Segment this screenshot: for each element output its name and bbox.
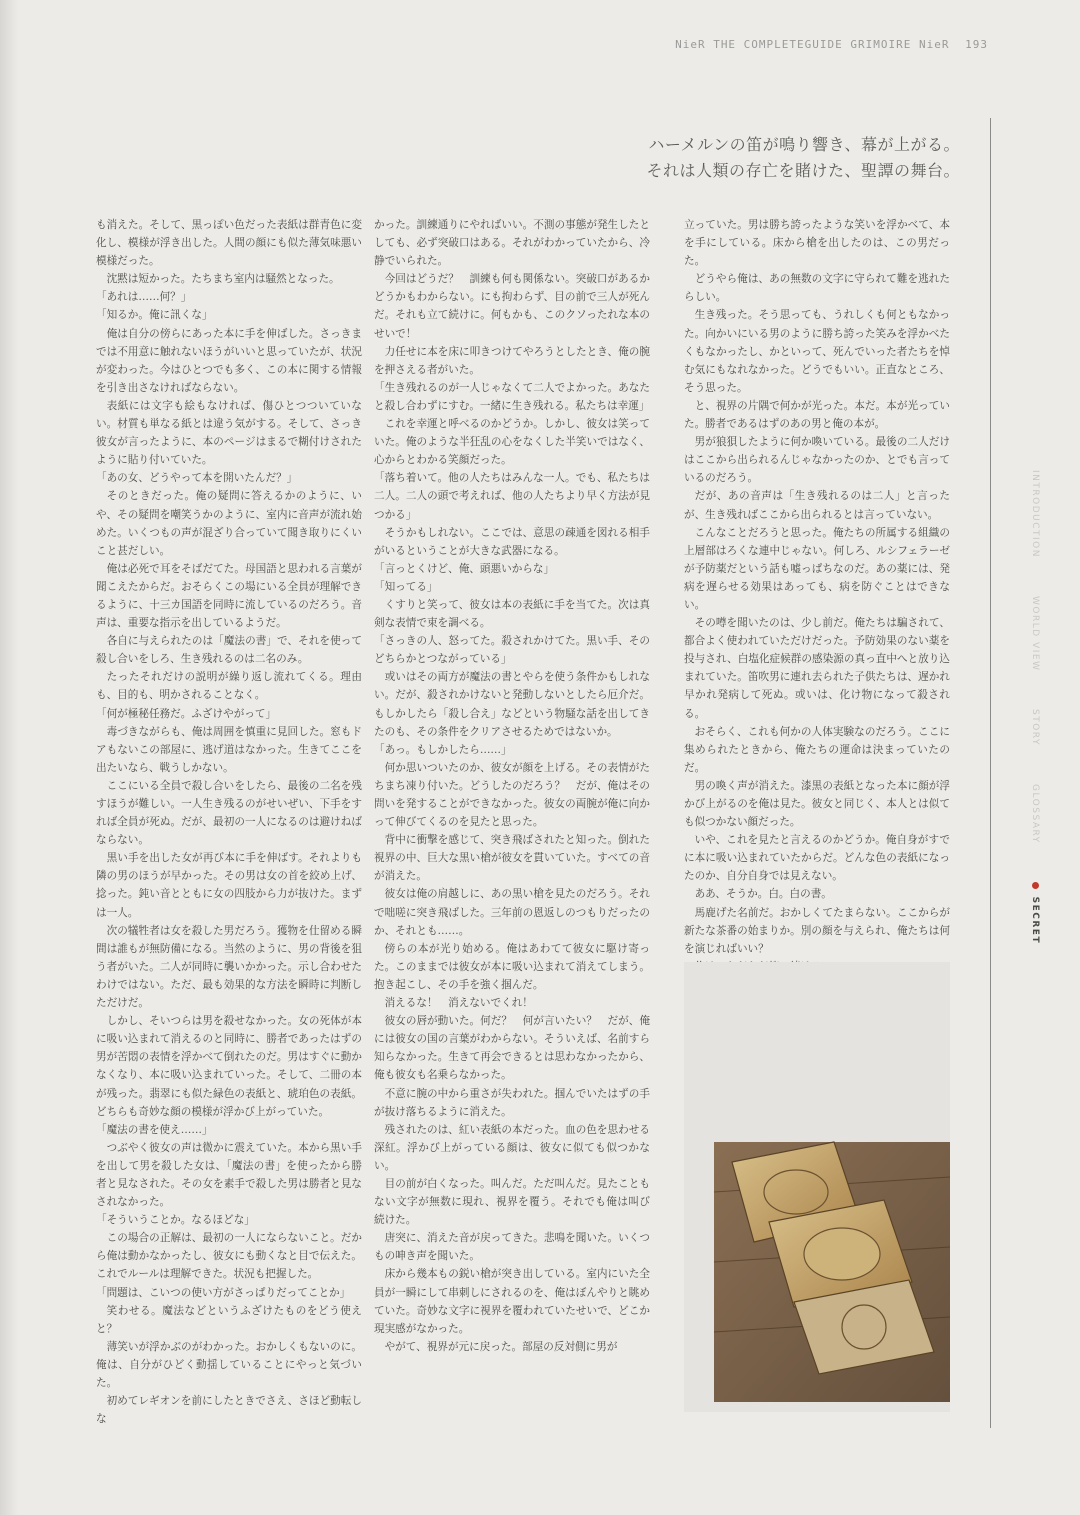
paragraph: 笑わせる。魔法などというふざけたものをどう使えと？ — [96, 1304, 362, 1335]
paragraph: 男の喚く声が消えた。漆黒の表紙となった本に顔が浮かび上がるのを俺は見た。彼女と同じく、本人とは似ても似つかない顔だった。 — [684, 779, 950, 829]
paragraph: 薄笑いが浮かぶのがわかった。おかしくもないのに。俺は、自分がひどく動揺していることにやっと気づいた。 — [96, 1340, 362, 1389]
section-tab[interactable]: INTRODUCTION — [1030, 470, 1040, 558]
paragraph: 各自に与えられたのは「魔法の書」で、それを使って殺し合いをしろ、生き残れるのは二名のみ。 — [96, 635, 362, 666]
tagline — [646, 132, 960, 184]
paragraph: 立っていた。男は勝ち誇ったような笑いを浮かべて、本を手にしている。床から槍を出したのは、この男だった。 — [684, 219, 950, 268]
paragraph: 消えるな！ 消えないでくれ！ — [384, 997, 533, 1010]
active-tab-label: SECRET — [1030, 896, 1040, 945]
paragraph: 生き残った。そう思っても、うれしくも何ともなかった。向かいにいる男のように勝ち誇った笑みを浮かべたくもなかったし、かといって、死んでいった者たちを悼む気にもなれなかった。どうでもいい。正直なところ、そう思った。 — [684, 309, 950, 394]
paragraph: 黒い手を出した女が再び本に手を伸ばす。それよりも隣の男のほうが早かった。その男は女の首を絞め上げ、捻った。鈍い音とともに女の四肢から力が抜けた。まずは一人。 — [96, 852, 362, 919]
paragraph: いや、これを見たと言えるのかどうか。俺自身がすでに本に吸い込まれていたからだ。どんな色の表紙になったのか、自分自身では見えない。 — [684, 834, 950, 883]
text-column-1 — [96, 216, 362, 1428]
paragraph: 「さっきの人、怒ってた。殺されかけてた。黒い手、そのどちらかとつながっている」 — [374, 635, 650, 666]
paragraph: と、視界の片隅で何かが光った。本だ。本が光っていた。勝者であるはずのあの男と俺の本が。 — [684, 399, 950, 431]
paragraph: 初めてレギオンを前にしたときでさえ、さほど動転しな — [96, 1395, 362, 1426]
section-tabs — [1030, 470, 1052, 982]
section-tab-active[interactable] — [1030, 882, 1040, 944]
paragraph: 俺は必死で耳をそばだてた。母国語と思われる言葉が聞こえたからだ。おそらくこの場にいる全員が理解できるように、十三カ国語を同時に流しているのだろう。音声は、重要な指示を出しているようだ。 — [96, 562, 362, 630]
paragraph: 目の前が白くなった。叫んだ。ただ叫んだ。見たこともない文字が無数に現れ、視界を覆う。それでも俺は叫び続けた。 — [374, 1177, 650, 1227]
tagline-line-1: ハーメルンの笛が鳴り響き、幕が上がる。 — [648, 135, 960, 154]
paragraph: 「言っとくけど、俺、頭悪いからな」 — [374, 562, 555, 575]
paragraph: だが、あの音声は「生き残れるのは二人」と言ったが、生き残ればここから出られるとは言っていない。 — [684, 490, 950, 521]
paragraph: 次の犠牲者は女を殺した男だろう。獲物を仕留める瞬間は誰もが無防備になる。当然のように、男の背後を狙う者がいた。二人が同時に襲いかかった。示し合わせたわけではない。ただ、最も効果的な方法を瞬時に判断しただけだ。 — [96, 924, 362, 1010]
paragraph: ああ、そうか。白。白の書。 — [694, 888, 832, 901]
paragraph: その噂を聞いたのは、少し前だ。俺たちは騙されて、都合よく使われていただけだった。予防効果のない薬を投与され、白塩化症候群の感染源の真っ直中へと放り込まれていた。笛吹男に連れ去られた子供たちは、遅かれ早かれ発病して死ぬ。或いは、化け物になって殺される。 — [684, 617, 950, 720]
paragraph: くすりと笑って、彼女は本の表紙に手を当てた。次は真剣な表情で束を調べる。 — [374, 598, 650, 630]
paragraph: 「落ち着いて。他の人たちはみんな一人。でも、私たちは二人。二人の頭で考えれば、他の人たちより早く方法が見つかる」 — [374, 472, 650, 521]
paragraph: 傍らの本が光り始める。俺はあわてて彼女に駆け寄った。このままでは彼女が本に吸い込まれて消えてしまう。抱き起こし、その手を強く掴んだ。 — [374, 942, 650, 991]
paragraph: 「魔法の書を使え……」 — [96, 1123, 213, 1136]
paragraph: 「あっ。もしかしたら……」 — [374, 743, 512, 756]
tagline-line-2: それは人類の存亡を賭けた、聖譚の舞台。 — [646, 161, 960, 180]
paragraph: こんなことだろうと思った。俺たちの所属する組織の上層部はろくな連中じゃない。何しろ、ルシフェラーゼが予防薬だという話も嘘っぱちなのだ。あの薬には、発病を遅らせる効果はあっても、病を防ぐことはできない。 — [684, 526, 950, 611]
paragraph: やがて、視界が元に戻った。部屋の反対側に男が — [384, 1340, 618, 1353]
paragraph: ここにいる全員で殺し合いをしたら、最後の二名を残すほうが難しい。一人生き残るのがせいぜい、下手をすれば全員が死ぬ。だが、最初の一人になるのは避けねばならない。 — [96, 779, 362, 847]
section-tab[interactable]: GLOSSARY — [1030, 784, 1040, 845]
paragraph: 沈黙は短かった。たちまち室内は騒然となった。 — [106, 273, 340, 286]
paragraph: 毒づきながらも、俺は周囲を慎重に見回した。窓もドアもないこの部屋に、逃げ道はなかった。生きてここを出たいなら、戦うしかない。 — [96, 725, 362, 774]
photo-panel — [684, 962, 950, 1412]
section-tab[interactable]: WORLD VIEW — [1030, 596, 1040, 672]
paragraph: 背中に衝撃を感じて、突き飛ばされたと知った。倒れた視界の中、巨大な黒い槍が彼女を貫いていた。すべての音が消えた。 — [374, 834, 650, 883]
text-column-3 — [684, 216, 950, 976]
paragraph: 俺は自分の傍らにあった本に手を伸ばした。さっきまでは不用意に触れないほうがいいと思っていたが、状況が変わった。今はひとつでも多く、この本に関する情報を引き出さなければならない。 — [96, 327, 362, 394]
paragraph: おそらく、これも何かの人体実験なのだろう。ここに集められたときから、俺たちの運命は決まっていたのだ。 — [684, 725, 950, 774]
paragraph: 今回はどうだ？ 訓練も何も関係ない。突破口があるかどうかもわからない。にも拘わらず、目の前で三人が死んだ。それも立て続けに。何もかも、このクソったれな本のせいで！ — [374, 273, 650, 340]
paragraph: 「あの女、どうやって本を開いたんだ？」 — [96, 472, 298, 485]
paragraph: 床から幾本もの鋭い槍が突き出している。室内にいた全員が一瞬にして串刺しにされるのを、俺はぼんやりと眺めていた。奇妙な文字に視界を覆われていたせいで、どこか現実感がなかった。 — [374, 1268, 650, 1335]
paragraph: たったそれだけの説明が繰り返し流れてくる。理由も、目的も、明かされることなく。 — [96, 671, 362, 702]
paragraph: そうかもしれない。ここでは、意思の疎通を図れる相手がいるということが大きな武器になる。 — [374, 526, 650, 557]
paragraph: 「知るか。俺に訊くな」 — [96, 309, 213, 322]
running-header — [675, 38, 988, 51]
paragraph: しかし、そいつらは男を殺せなかった。女の死体が本に吸い込まれて消えるのと同時に、勝者であったはずの男が苦悶の表情を浮かべて倒れたのだ。男はすぐに動かなくなり、本に吸い込まれていった。そして、二冊の本が残った。翡翠にも似た緑色の表紙と、琥珀色の表紙。どちらも奇妙な顔の模様が浮かび上がっていた。 — [96, 1015, 362, 1118]
paragraph: 唐突に、消えた音が戻ってきた。悲鳴を聞いた。いくつもの呻き声を聞いた。 — [374, 1232, 650, 1263]
paragraph: 「あれは……何？」 — [96, 291, 192, 304]
paragraph: 男が狼狽したように何か喚いている。最後の二人だけはここから出られるんじゃなかったのか、とでも言っているのだろう。 — [684, 436, 950, 485]
paragraph: 「何が極秘任務だ。ふざけやがって」 — [96, 707, 277, 720]
paragraph: かった。訓練通りにやればいい。不測の事態が発生したとしても、必ず突破口はある。それがわかっていたから、冷静でいられた。 — [374, 219, 650, 268]
paragraph: つぶやく彼女の声は微かに震えていた。本から黒い手を出して男を殺した女は、「魔法の書」を使ったから勝者と見なされた。その女を素手で殺した男は勝者と見なされなかった。 — [96, 1141, 362, 1209]
paragraph: どうやら俺は、あの無数の文字に守られて難を逃れたらしい。 — [684, 273, 950, 304]
paragraph: 馬鹿げた名前だ。おかしくてたまらない。ここからが新たな茶番の始まりか。別の顔を与えられ、俺たちは何を演じればいい？ — [684, 906, 950, 955]
margin-rule — [990, 118, 991, 1428]
paragraph: 不意に腕の中から重さが失われた。掴んでいたはずの手が抜け落ちるように消えた。 — [374, 1087, 650, 1118]
paragraph: 彼女は俺の肩越しに、あの黒い槍を見たのだろう。それで咄嗟に突き飛ばした。三年前の恩返しのつもりだったのか、それとも……。 — [374, 888, 650, 937]
paragraph: 「生き残れるのが一人じゃなくて二人でよかった。あなたと殺し合わずにすむ。一緒に生き残れる。私たちは幸運」 — [374, 381, 650, 412]
text-column-2 — [374, 216, 650, 1356]
paragraph: そのときだった。俺の疑問に答えるかのように、いや、その疑問を嘲笑うかのように、室内に音声が流れ始めた。いくつもの声が混ざり合っていて聞き取りにくいこと甚だしい。 — [96, 490, 362, 557]
paragraph: 残されたのは、紅い表紙の本だった。血の色を思わせる深紅。浮かび上がっている顔は、彼女に似ても似つかない。 — [374, 1123, 650, 1172]
grimoire-books-photo — [684, 962, 950, 1412]
paragraph: 「知ってる」 — [374, 580, 438, 593]
paragraph: 「問題は、こいつの使い方がさっぱりだってことか」 — [96, 1286, 351, 1299]
paragraph: 或いはその両方が魔法の書とやらを使う条件かもしれない。だが、殺されかけないと発動しないとしたら厄介だ。もしかしたら「殺し合え」などという物騒な話を出してきたのも、その条件をクリアさせるためではないか。 — [374, 671, 650, 738]
page-binding-shadow — [0, 0, 18, 1515]
active-dot-icon — [1032, 882, 1039, 889]
running-title: NieR THE COMPLETEGUIDE GRIMOIRE NieR — [675, 38, 950, 51]
paragraph: 彼女の唇が動いた。何だ？ 何が言いたい？ だが、俺には彼女の国の言葉がわからない。そういえば、名前すら知らなかった。生きて再会できるとは思わなかったから、俺も彼女も名乗らなかった。 — [374, 1015, 650, 1082]
paragraph: これを幸運と呼べるのかどうか。しかし、彼女は笑っていた。俺のような半狂乱の心をなくした半笑いではなく、心からとわかる笑顔だった。 — [374, 418, 650, 467]
paragraph: も消えた。そして、黒っぽい色だった表紙は群青色に変化し、模様が浮き出した。人間の顔にも似た薄気味悪い模様だった。 — [96, 219, 362, 268]
section-tab[interactable]: STORY — [1030, 709, 1040, 747]
paragraph: 「そういうことか。なるほどな」 — [96, 1214, 255, 1227]
page-number: 193 — [965, 38, 988, 51]
paragraph: 何か思いついたのか、彼女が顔を上げる。その表情がたちまち凍り付いた。どうしたのだろう？ だが、俺はその問いを発することができなかった。彼女の両腕が俺に向かって伸びてくるのを見たと思った。 — [374, 761, 650, 829]
paragraph: 力任せに本を床に叩きつけてやろうとしたとき、俺の腕を押さえる者がいた。 — [374, 345, 650, 376]
paragraph: この場合の正解は、最初の一人にならないこと。だから俺は動かなかったし、彼女にも動くなと目で伝えた。これでルールは理解できた。状況も把握した。 — [96, 1232, 362, 1281]
paragraph: 表紙には文字も絵もなければ、傷ひとつついていない。材質も単なる紙とは違う気がする。そして、さっき彼女が言ったように、本のページはまるで糊付けされたように貼り付いていた。 — [96, 399, 362, 467]
